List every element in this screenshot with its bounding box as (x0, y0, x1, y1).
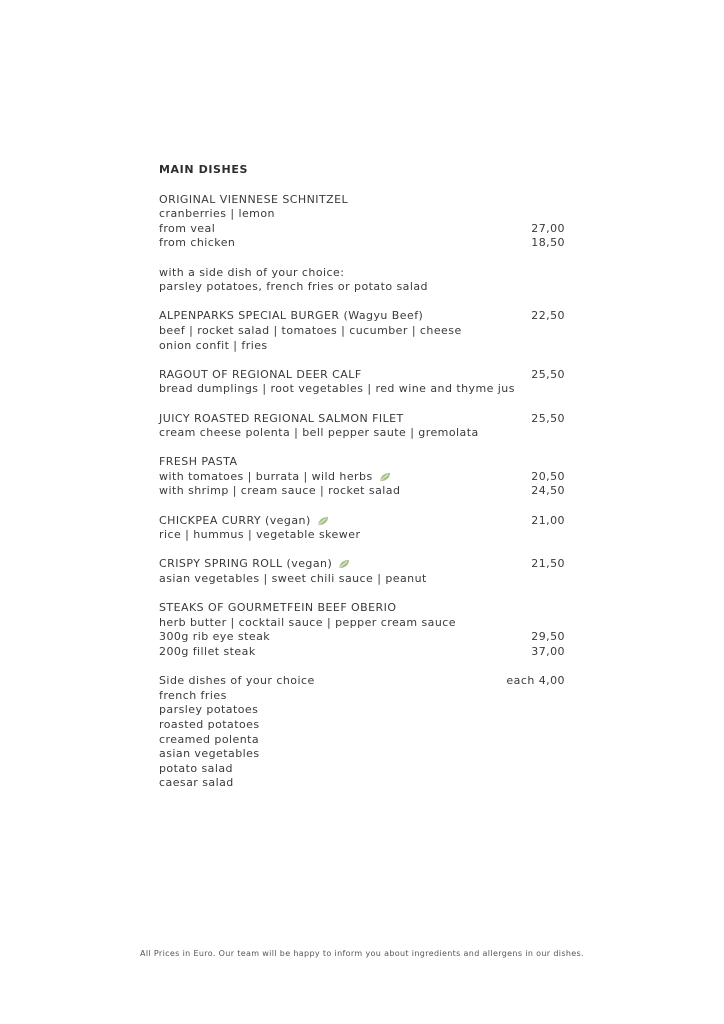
dish-description (159, 280, 428, 295)
vegetarian-leaf-icon (379, 472, 391, 482)
menu-line (159, 528, 565, 543)
price: 20,50 (531, 469, 565, 483)
line-text: potato salad (159, 761, 233, 775)
menu-line (159, 236, 565, 251)
line-text: from chicken (159, 236, 236, 250)
price: 24,50 (531, 484, 565, 498)
price: 21,00 (531, 513, 565, 527)
line-text: herb butter | cocktail sauce | pepper cream sauce (159, 615, 456, 629)
dish-description (159, 703, 258, 718)
dish-description (159, 484, 400, 499)
price: 37,00 (531, 645, 565, 658)
menu-line (159, 207, 565, 222)
dish-name (159, 193, 348, 208)
dish-description (159, 718, 260, 733)
menu-line (159, 703, 565, 718)
dish-block (159, 309, 565, 353)
dish-name (159, 557, 350, 572)
price: each 4,00 (506, 674, 565, 688)
price: 21,50 (531, 557, 565, 571)
dish-description (159, 776, 234, 791)
price: 29,50 (531, 630, 565, 644)
dish-description (159, 747, 260, 762)
menu-line (159, 674, 565, 689)
line-text: rice | hummus | vegetable skewer (159, 528, 361, 542)
dish-name (159, 674, 315, 689)
line-text: cream cheese polenta | bell pepper saute | gremolata (159, 426, 479, 440)
menu-line (159, 280, 565, 295)
line-text: roasted potatoes (159, 717, 260, 731)
dish-description (159, 616, 456, 631)
dish-description (159, 689, 227, 704)
dish-description (159, 382, 515, 397)
menu-line (159, 776, 565, 791)
menu-line (159, 689, 565, 704)
menu-line (159, 733, 565, 748)
price: 27,00 (531, 221, 565, 235)
menu-line (159, 470, 565, 485)
dish-block (159, 455, 565, 499)
line-text: CRISPY SPRING ROLL (vegan) (159, 557, 333, 571)
dish-block (159, 557, 565, 586)
dish-name (159, 412, 404, 427)
line-text: onion confit | fries (159, 338, 268, 352)
section-title: MAIN DISHES (159, 163, 248, 176)
line-text: french fries (159, 688, 227, 702)
menu-line (159, 309, 565, 324)
dish-name (159, 601, 396, 616)
dish-description (159, 630, 270, 645)
menu-line (159, 412, 565, 427)
line-text: JUICY ROASTED REGIONAL SALMON FILET (159, 411, 404, 425)
line-text: FRESH PASTA (159, 455, 238, 469)
dish-description (159, 645, 256, 660)
line-text: asian vegetables (159, 747, 260, 761)
dish-block (159, 193, 565, 251)
footer-note: All Prices in Euro. Our team will be happy to inform you about ingredients and allergens in our dishes. (140, 949, 584, 958)
line-text: beef | rocket salad | tomatoes | cucumber | cheese (159, 323, 462, 337)
dish-description (159, 324, 462, 339)
dish-description (159, 222, 215, 237)
menu-page (159, 162, 565, 806)
line-text: parsley potatoes, french fries or potato salad (159, 280, 428, 294)
line-text: parsley potatoes (159, 703, 259, 717)
price: 25,50 (531, 367, 565, 381)
line-text: Side dishes of your choice (159, 674, 315, 688)
menu-line (159, 514, 565, 529)
menu-line (159, 266, 565, 281)
line-text: ALPENPARKS SPECIAL BURGER (Wagyu Beef) (159, 309, 424, 323)
menu-line (159, 484, 565, 499)
dish-description (159, 470, 391, 485)
line-text: with shrimp | cream sauce | rocket salad (159, 484, 401, 498)
line-text: 300g rib eye steak (159, 630, 271, 644)
menu-line (159, 572, 565, 587)
menu-line (159, 382, 565, 397)
menu-line (159, 426, 565, 441)
menu-line (159, 193, 565, 208)
menu-line (159, 747, 565, 762)
line-text: cranberries | lemon (159, 207, 275, 221)
dish-name (159, 455, 237, 470)
dish-block (159, 674, 565, 791)
dish-description (159, 733, 259, 748)
dish-description (159, 339, 268, 354)
dish-name (159, 368, 362, 383)
line-text: CHICKPEA CURRY (vegan) (159, 513, 311, 527)
dish-name (159, 266, 344, 281)
line-text: with a side dish of your choice: (159, 265, 345, 279)
menu-line (159, 324, 565, 339)
line-text: ORIGINAL VIENNESE SCHNITZEL (159, 192, 349, 206)
line-text: RAGOUT OF REGIONAL DEER CALF (159, 367, 362, 381)
price: 22,50 (531, 309, 565, 323)
dish-name (159, 309, 423, 324)
line-text: creamed polenta (159, 732, 260, 746)
line-text: STEAKS OF GOURMETFEIN BEEF OBERIO (159, 601, 397, 615)
line-text: from veal (159, 221, 216, 235)
menu-line (159, 557, 565, 572)
menu-line (159, 616, 565, 631)
line-text: caesar salad (159, 776, 234, 790)
dish-block (159, 514, 565, 543)
dish-block (159, 368, 565, 397)
menu-line (159, 601, 565, 616)
line-text: bread dumplings | root vegetables | red wine and thyme jus (159, 382, 515, 396)
menu-line (159, 630, 565, 645)
vegan-leaf-icon (317, 516, 329, 526)
menu-line (159, 718, 565, 733)
line-text: with tomatoes | burrata | wild herbs (159, 469, 373, 483)
dish-description (159, 426, 479, 441)
dish-description (159, 207, 275, 222)
dish-description (159, 572, 427, 587)
dish-description (159, 236, 235, 251)
dish-name (159, 514, 329, 529)
dish-block (159, 601, 565, 659)
line-text: asian vegetables | sweet chili sauce | peanut (159, 572, 427, 586)
price: 18,50 (531, 236, 565, 250)
dish-description (159, 762, 233, 777)
menu-line (159, 455, 565, 470)
menu-line (159, 645, 565, 660)
menu-line (159, 339, 565, 354)
dish-block (159, 266, 565, 295)
vegan-leaf-icon (338, 559, 350, 569)
menu-line (159, 762, 565, 777)
menu-line (159, 368, 565, 383)
price: 25,50 (531, 411, 565, 425)
dish-description (159, 528, 360, 543)
menu-line (159, 222, 565, 237)
dish-list (159, 193, 565, 791)
dish-block (159, 412, 565, 441)
line-text: 200g fillet steak (159, 645, 256, 658)
